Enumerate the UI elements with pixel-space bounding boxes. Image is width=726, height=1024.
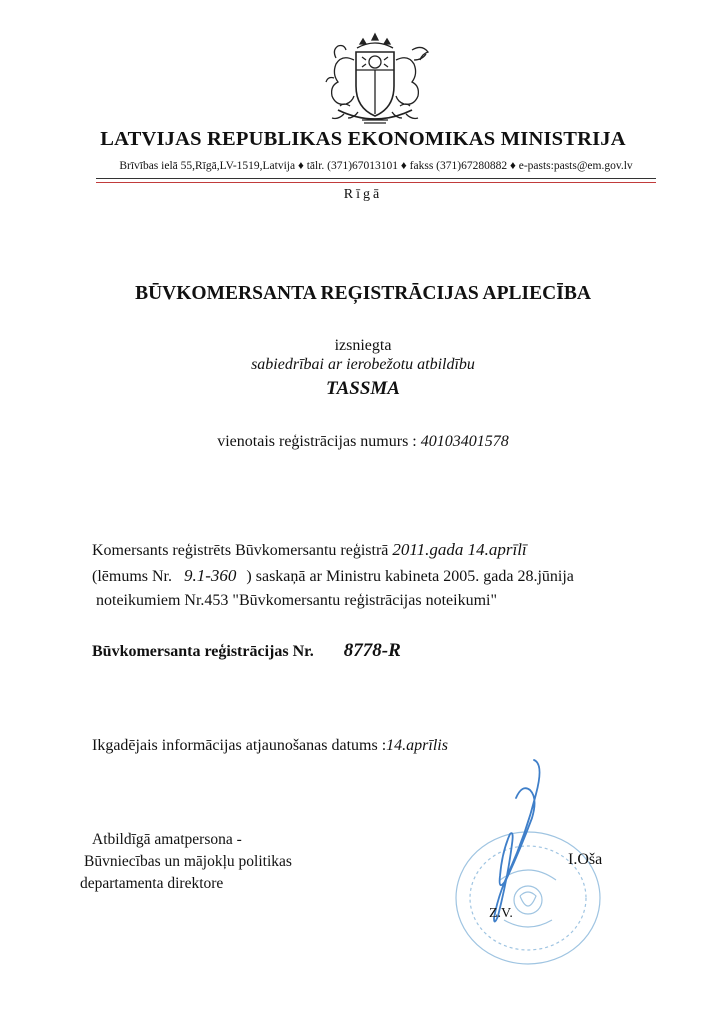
annual-update-date: 14.aprīlis [386,737,448,754]
ministry-contacts: Brīvības ielā 55,Rīgā,LV-1519,Latvija ♦ tālr. (371)67013101 ♦ fakss (371)67280882 ♦ e-pasts:pasts@em.gov.lv [119,160,633,172]
certificate-title: BŪVKOMERSANTA REĢISTRĀCIJAS APLIECĪBA [135,283,591,304]
builder-registration [92,640,401,662]
header-rule-dark [96,178,656,179]
issue-city: Rīgā [343,187,383,202]
body-line-3: noteikumiem Nr.453 "Būvkomersantu reģistrācijas noteikumi" [96,592,497,609]
decision-number: 9.1-360 [184,566,237,585]
decision-open: (lēmums Nr. [92,568,172,585]
coat-of-arms-icon [314,30,436,130]
signature-icon [462,752,562,927]
builder-registration-label: Būvkomersanta reģistrācijas Nr. [92,643,314,660]
company-type: sabiedrībai ar ierobežotu atbildību [251,356,475,373]
registration-date: 2011.gada 14.aprīlī [392,540,527,559]
signatory-line-2: Būvniecības un mājokļu politikas [84,853,292,870]
issued-label: izsniegta [334,337,392,354]
seal-place-label: Z.V. [489,906,513,921]
annual-update [92,737,448,755]
signatory-position [80,829,292,895]
header-rule-red [96,182,656,183]
annual-update-label: Ikgadējais informācijas atjaunošanas datums : [92,737,387,754]
registration-number-line [0,433,726,451]
body-line-2 [92,566,574,586]
signatory-line-1: Atbildīgā amatpersona - [92,831,242,848]
registration-number-label: vienotais reģistrācijas numurs : [217,433,417,450]
registration-statement: Komersants reģistrēts Būvkomersantu reģistrā [92,542,389,559]
company-name: TASSMA [326,378,400,399]
ministry-name: LATVIJAS REPUBLIKAS EKONOMIKAS MINISTRIJA [100,128,626,150]
decision-rest: ) saskaņā ar Ministru kabineta 2005. gada 28.jūnija [246,568,574,585]
signatory-name: I.Oša [568,851,603,868]
body-line-1 [92,540,527,560]
signatory-line-3: departamenta direktore [80,875,224,892]
builder-registration-number: 8778-R [343,640,401,661]
registration-number-value: 40103401578 [420,433,509,450]
